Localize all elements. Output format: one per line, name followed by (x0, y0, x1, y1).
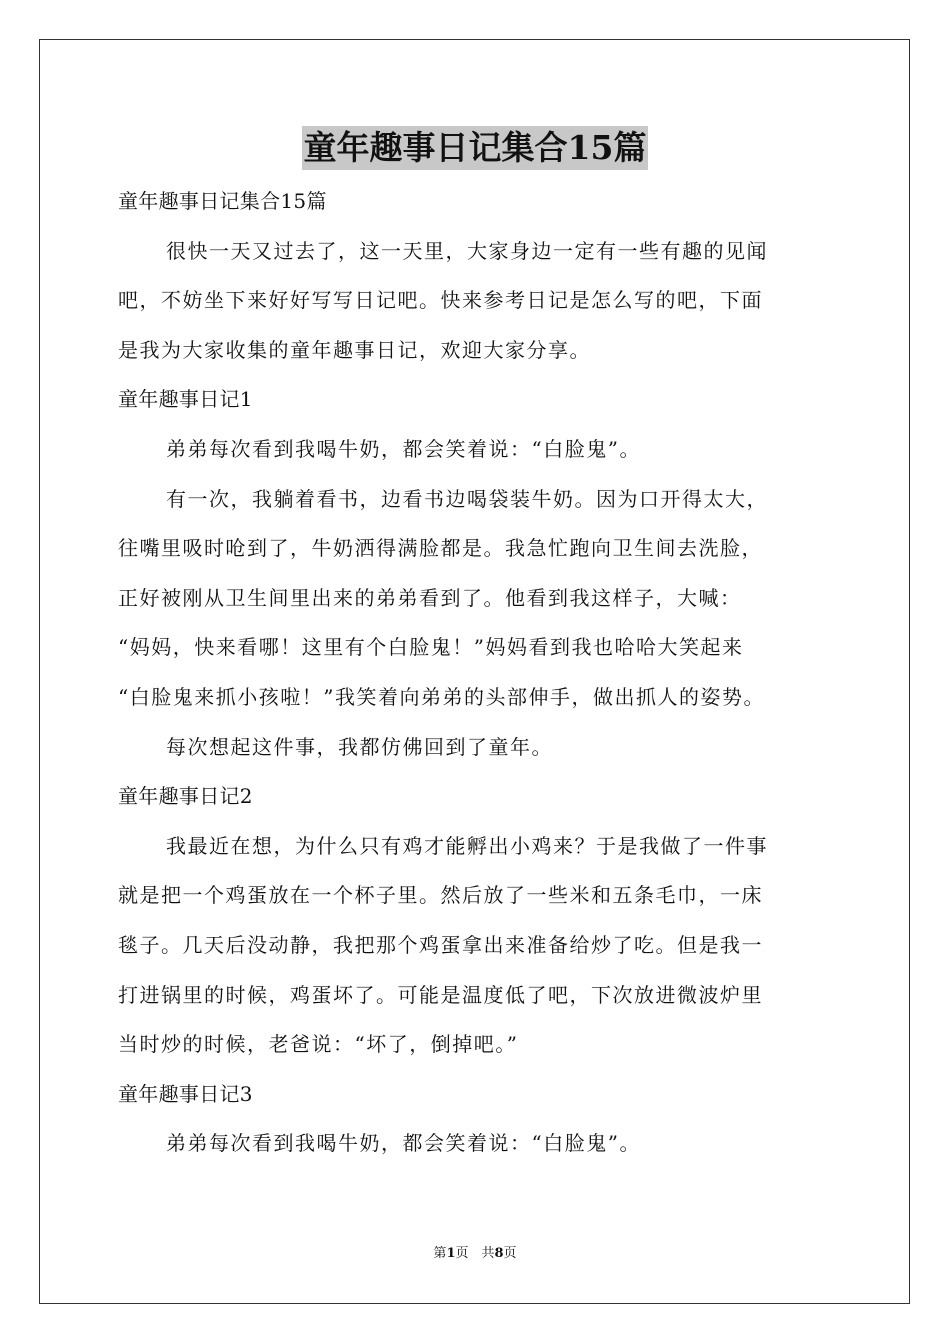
page-number-middle: 页 共 (455, 1246, 495, 1261)
paragraph-line: “妈妈，快来看哪！这里有个白脸鬼！”妈妈看到我也哈哈大笑起来 (118, 635, 744, 660)
paragraph-line: 每次想起这件事，我都仿佛回到了童年。 (166, 734, 553, 759)
section-heading-2: 童年趣事日记2 (118, 784, 253, 809)
paragraph-line: 有一次，我躺着看书，边看书边喝袋装牛奶。因为口开得太大， (166, 486, 768, 511)
section-2-paragraph-1 (118, 822, 858, 1070)
paragraph-line: 我最近在想，为什么只有鸡才能孵出小鸡来？于是我做了一件事 (166, 833, 768, 858)
paragraph-line: 弟弟每次看到我喝牛奶，都会笑着说：“白脸鬼”。 (166, 1131, 641, 1156)
page-number-suffix: 页 (503, 1246, 517, 1261)
paragraph-line: 正好被刚从卫生间里出来的弟弟看到了。他看到我这样子，大喊： (118, 585, 742, 610)
section-1-paragraph-1 (118, 425, 858, 475)
paragraph-line: 毯子。几天后没动静，我把那个鸡蛋拿出来准备给炒了吃。但是我一 (118, 932, 763, 957)
section-1-paragraph-2 (118, 475, 858, 723)
paragraph-line: 打进锅里的时候，鸡蛋坏了。可能是温度低了吧，下次放进微波炉里 (118, 982, 763, 1007)
page-number-prefix: 第 (433, 1246, 447, 1261)
page-number-total: 8 (494, 1246, 504, 1261)
paragraph-line: 当时炒的时候，老爸说：“坏了，倒掉吧。” (118, 1032, 519, 1057)
section-heading-1: 童年趣事日记1 (118, 387, 253, 412)
paragraph-line: 很快一天又过去了，这一天里，大家身边一定有一些有趣的见闻 (166, 238, 768, 263)
document-body (118, 177, 858, 1169)
section-3-paragraph-1 (118, 1119, 858, 1169)
paragraph-line: 就是把一个鸡蛋放在一个杯子里。然后放了一些米和五条毛巾，一床 (118, 883, 763, 908)
page-footer (0, 1245, 950, 1263)
title-container (0, 126, 950, 170)
section-heading-3: 童年趣事日记3 (118, 1081, 253, 1106)
document-title: 童年趣事日记集合15篇 (302, 126, 649, 170)
document-subtitle: 童年趣事日记集合15篇 (118, 189, 327, 213)
paragraph-line: 吧，不妨坐下来好好写写日记吧。快来参考日记是怎么写的吧，下面 (118, 288, 763, 313)
paragraph-line: 弟弟每次看到我喝牛奶，都会笑着说：“白脸鬼”。 (166, 436, 641, 461)
paragraph-line: 往嘴里吸时呛到了，牛奶洒得满脸都是。我急忙跑向卫生间去洗脸， (118, 536, 763, 561)
paragraph-line: “白脸鬼来抓小孩啦！”我笑着向弟弟的头部伸手，做出抓人的姿势。 (118, 684, 765, 709)
paragraph-line: 是我为大家收集的童年趣事日记，欢迎大家分享。 (118, 337, 591, 362)
page-number-current: 1 (446, 1246, 456, 1261)
section-1-paragraph-3 (118, 723, 858, 773)
intro-paragraph (118, 227, 858, 376)
